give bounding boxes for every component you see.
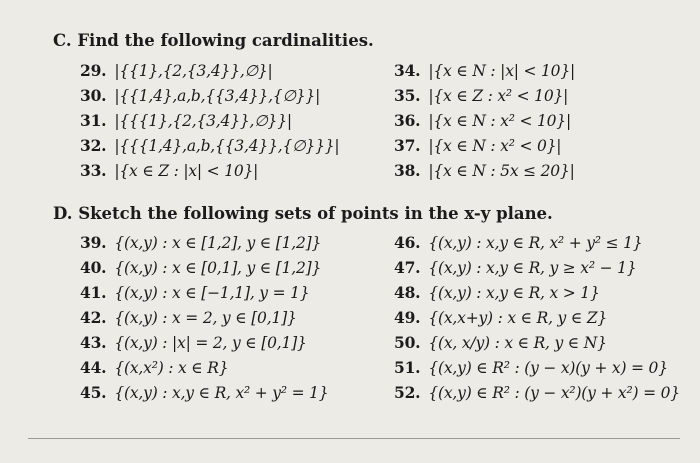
problem-31: 31. |{{{1},{2,{3,4}},∅}}| (80, 111, 292, 130)
problem-44: 44. {(x,x²) : x ∈ R} (80, 358, 229, 377)
problem-37: 37. |{x ∈ N : x² < 0}| (394, 136, 562, 155)
problem-34: 34. |{x ∈ N : |x| < 10}| (394, 61, 576, 80)
problem-41: 41. {(x,y) : x ∈ [−1,1], y = 1} (80, 283, 310, 302)
problem-36: 36. |{x ∈ N : x² < 10}| (394, 111, 571, 130)
problem-49: 49. {(x,x+y) : x ∈ R, y ∈ Z} (394, 308, 608, 327)
problem-32: 32. |{{{1,4},a,b,{{3,4}},{∅}}}| (80, 136, 340, 155)
problem-30: 30. |{{1,4},a,b,{{3,4}},{∅}}| (80, 86, 321, 105)
problem-46: 46. {(x,y) : x,y ∈ R, x² + y² ≤ 1} (394, 233, 643, 252)
problem-42: 42. {(x,y) : x = 2, y ∈ [0,1]} (80, 308, 297, 327)
problem-48: 48. {(x,y) : x,y ∈ R, x > 1} (394, 283, 600, 302)
problem-29: 29. |{{1},{2,{3,4}},∅}| (80, 61, 273, 80)
problem-39: 39. {(x,y) : x ∈ [1,2], y ∈ [1,2]} (80, 233, 322, 252)
problem-43: 43. {(x,y) : |x| = 2, y ∈ [0,1]} (80, 333, 307, 352)
bottom-rule (28, 438, 680, 439)
section-c-heading: C. Find the following cardinalities. (53, 31, 374, 50)
problem-50: 50. {(x, x/y) : x ∈ R, y ∈ N} (394, 333, 607, 352)
section-d-heading: D. Sketch the following sets of points in the x-y plane. (53, 204, 553, 223)
problem-45: 45. {(x,y) : x,y ∈ R, x² + y² = 1} (80, 383, 329, 402)
problem-35: 35. |{x ∈ Z : x² < 10}| (394, 86, 569, 105)
problem-52: 52. {(x,y) ∈ R² : (y − x²)(y + x²) = 0} (394, 383, 680, 402)
problem-40: 40. {(x,y) : x ∈ [0,1], y ∈ [1,2]} (80, 258, 322, 277)
problem-38: 38. |{x ∈ N : 5x ≤ 20}| (394, 161, 575, 180)
problem-47: 47. {(x,y) : x,y ∈ R, y ≥ x² − 1} (394, 258, 637, 277)
problem-33: 33. |{x ∈ Z : |x| < 10}| (80, 161, 259, 180)
problem-51: 51. {(x,y) ∈ R² : (y − x)(y + x) = 0} (394, 358, 668, 377)
